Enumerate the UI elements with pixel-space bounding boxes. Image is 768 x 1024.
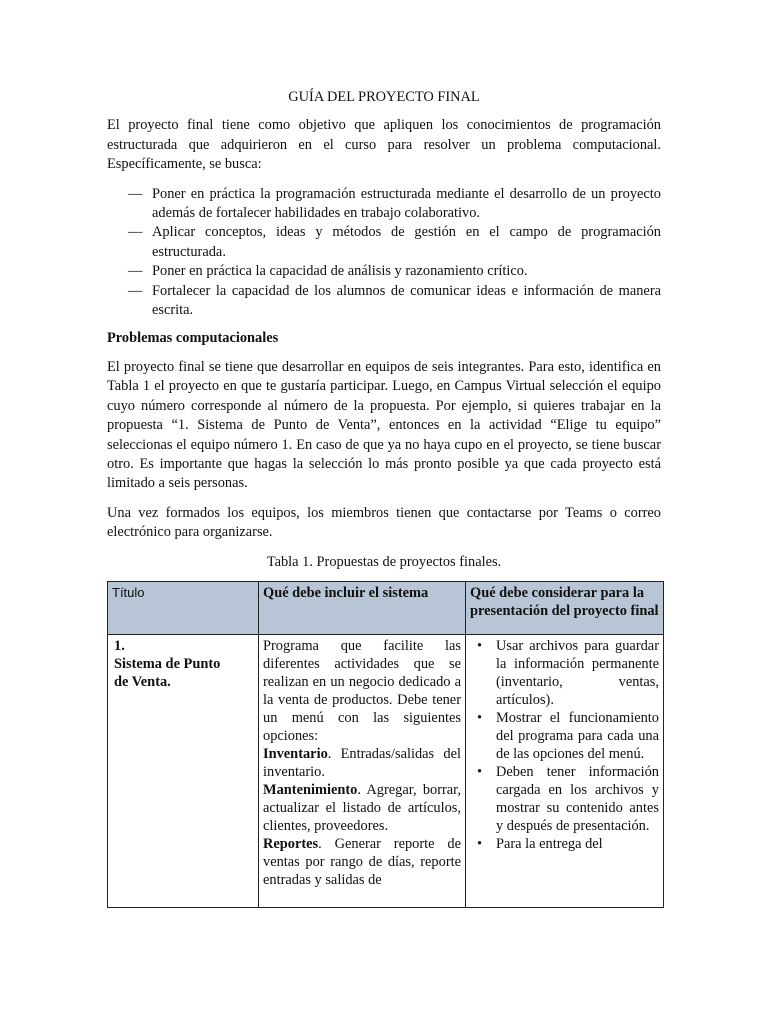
objective-item xyxy=(107,185,661,224)
header-presentation: Qué debe considerar para la presentación del proyecto final xyxy=(466,581,664,634)
objective-item xyxy=(107,282,661,321)
system-option xyxy=(263,745,461,781)
dash-marker: — xyxy=(128,224,143,241)
header-title: Título xyxy=(108,581,259,634)
objective-text: Aplicar conceptos, ideas y métodos de gestión en el campo de programación estructurada. xyxy=(152,224,661,260)
list-item xyxy=(477,835,659,853)
document-body xyxy=(107,88,661,908)
contact-paragraph: Una vez formados los equipos, los miembros tienen que contactarse por Teams o correo electrónico para organizarse. xyxy=(107,504,661,541)
system-intro: Programa que facilite las diferentes actividades que se realizan en un negocio dedicado a la venta de productos. Debe tener un menú con las siguientes opciones: xyxy=(263,637,461,744)
document-title: GUÍA DEL PROYECTO FINAL xyxy=(288,89,480,105)
list-item-text: Mostrar el funcionamiento del programa para cada una de las opciones del menú. xyxy=(496,709,659,762)
system-option xyxy=(263,781,461,835)
list-item xyxy=(477,637,659,709)
section-heading: Problemas computacionales xyxy=(107,330,279,347)
dash-marker: — xyxy=(128,185,143,202)
objectives-list xyxy=(107,185,661,321)
projects-table xyxy=(107,581,664,908)
table-header-row xyxy=(108,581,664,634)
intro-paragraph: El proyecto final tiene como objetivo que apliquen los conocimientos de programación estructurada que adquirieron en el curso para resolver un problema computacional. Específicamente, se busca: xyxy=(107,117,661,173)
bullet-marker: • xyxy=(477,637,483,654)
list-item-text: Para la entrega del xyxy=(496,835,603,852)
list-item xyxy=(477,709,659,763)
project-title-cell xyxy=(108,634,259,907)
system-cell xyxy=(259,634,466,907)
list-item-text: Usar archivos para guardar la información permanente (inventario, ventas, artículos). xyxy=(496,637,659,708)
presentation-cell-content xyxy=(470,637,659,905)
bullet-marker: • xyxy=(477,709,483,726)
objective-text: Fortalecer la capacidad de los alumnos de comunicar ideas e información de manera escrita. xyxy=(152,282,661,319)
option-text: . Agregar, borrar, actualizar el listado de artículos, clientes, proveedores. xyxy=(263,781,461,834)
header-system: Qué debe incluir el sistema xyxy=(259,581,466,634)
option-text: . Generar reporte de ventas por rango de días, reporte entradas y salidas de xyxy=(263,835,461,888)
system-option xyxy=(263,835,461,889)
system-cell-content xyxy=(263,637,461,905)
option-name: Inventario xyxy=(263,745,328,762)
option-name: Mantenimiento xyxy=(263,781,358,798)
option-name: Reportes xyxy=(263,835,319,852)
bullet-marker: • xyxy=(477,763,483,780)
objective-item xyxy=(107,262,661,281)
table-row xyxy=(108,634,664,907)
presentation-list xyxy=(470,637,659,853)
bullet-marker: • xyxy=(477,835,483,852)
list-item-text: Deben tener información cargada en los archivos y mostrar su contenido antes y después de presentación. xyxy=(496,763,659,834)
objective-text: Poner en práctica la capacidad de análisis y razonamiento crítico. xyxy=(152,263,528,280)
option-text: . Entradas/salidas del inventario. xyxy=(263,745,461,780)
presentation-cell xyxy=(466,634,664,907)
objective-text: Poner en práctica la programación estructurada mediante el desarrollo de un proyecto además de fortalecer habilidades en trabajo colaborativo. xyxy=(152,185,661,222)
dash-marker: — xyxy=(128,263,143,280)
project-number: 1. xyxy=(114,637,125,654)
objective-item xyxy=(107,223,661,262)
list-item xyxy=(477,763,659,835)
teams-paragraph: El proyecto final se tiene que desarrollar en equipos de seis integrantes. Para esto, identifica en Tabla 1 el proyecto en que te gustaría participar. Luego, en Campus Virtual selección el equipo cuyo número corresponde al número de la propuesta. Por ejemplo, si quieres trabajar en la propuesta “1. Sistema de Punto de Venta”, entonces en la actividad “Elige tu equipo” seleccionas el equipo número 1. En caso de que ya no haya cupo en el proyecto, se tiene buscar otro. Es importante que hagas la selección lo más pronto posible ya que cada proyecto está limitado a seis personas. xyxy=(107,358,661,492)
project-title: Sistema de Punto de Venta. xyxy=(114,655,221,690)
table-caption: Tabla 1. Propuestas de proyectos finales. xyxy=(266,553,502,570)
dash-marker: — xyxy=(128,282,143,299)
